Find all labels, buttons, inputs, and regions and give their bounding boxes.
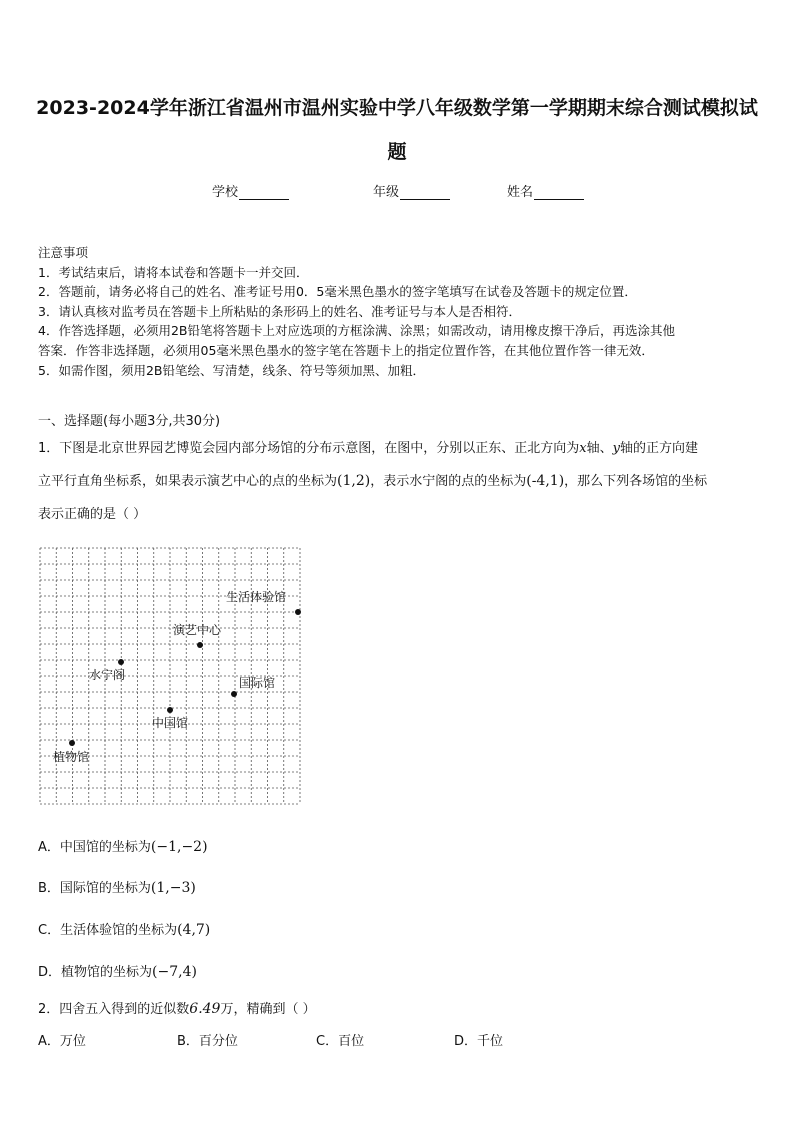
map-point-label: 生活体验馆 [226, 590, 287, 604]
question-1-stem [38, 432, 760, 531]
map-point-dot [118, 659, 124, 665]
q1-option-d[interactable]: D．植物馆的坐标为(−7,4) [38, 964, 197, 980]
map-point-label: 演艺中心 [173, 623, 222, 637]
map-point-dot [231, 691, 237, 697]
school-blank [239, 185, 289, 200]
map-point-dot [167, 707, 173, 713]
notes-block [38, 243, 758, 380]
grade-field [373, 181, 450, 200]
note-item: 答案．作答非选择题，必须用05毫米黑色墨水的签字笔在答题卡上的指定位置作答，在其他位置作答一律无效． [38, 342, 654, 358]
map-point-label: 国际馆 [239, 676, 276, 690]
title-line-2: 题 [387, 141, 407, 163]
map-point-dot [295, 609, 301, 615]
map-point-label: 中国馆 [152, 716, 189, 730]
q1-option-c[interactable]: C．生活体验馆的坐标为(4,7) [38, 922, 211, 938]
q1-line-3: 表示正确的是（ ） [38, 507, 147, 522]
page-title [30, 86, 764, 174]
venue-map-grid [38, 546, 304, 808]
school-label: 学校 [212, 185, 239, 200]
q2-option-d[interactable]: D．千位 [454, 1034, 504, 1049]
note-item: 5．如需作图，须用2B铅笔绘、写清楚，线条、符号等须加黑、加粗． [38, 362, 425, 378]
coord-performance-center: (1,2) [337, 473, 371, 489]
q1-line-1: 1．下图是北京世界园艺博览会园内部分场馆的分布示意图，在图中，分别以正东、正北方向为x轴、y轴的正方向建 [38, 441, 699, 456]
q2-option-a[interactable]: A．万位 [38, 1034, 86, 1049]
map-point-dot [197, 642, 203, 648]
name-field [507, 181, 584, 200]
q1-option-a[interactable]: A．中国馆的坐标为(−1,−2) [38, 839, 208, 855]
q2-option-c[interactable]: C．百位 [316, 1034, 365, 1049]
coord-shuining-pavilion: (-4,1) [526, 473, 565, 489]
approx-number: 6.49 [189, 1001, 221, 1017]
name-label: 姓名 [507, 185, 534, 200]
section-heading: 一、选择题(每小题3分,共30分) [38, 414, 221, 429]
notes-heading: 注意事项 [38, 245, 89, 260]
map-point-dot [69, 740, 75, 746]
question-2-stem: 2．四舍五入得到的近似数6.49万，精确到（ ） [38, 1001, 316, 1017]
grade-label: 年级 [373, 185, 400, 200]
q1-line-2: 立平行直角坐标系，如果表示演艺中心的点的坐标为(1,2)，表示水宁阁的点的坐标为(-4,1)，那么下列各场馆的坐标 [38, 473, 708, 489]
grade-blank [400, 185, 450, 200]
note-item: 1．考试结束后，请将本试卷和答题卡一并交回． [38, 264, 309, 280]
school-field [212, 181, 289, 200]
q1-option-b[interactable]: B．国际馆的坐标为(1,−3) [38, 880, 196, 896]
map-point-label: 水宁阁 [89, 668, 126, 682]
map-point-label: 植物馆 [53, 750, 90, 764]
note-item: 3．请认真核对监考员在答题卡上所粘贴的条形码上的姓名、准考证号与本人是否相符． [38, 303, 521, 319]
name-blank [534, 185, 584, 200]
note-item: 4．作答选择题，必须用2B铅笔将答题卡上对应选项的方框涂满、涂黑；如需改动，请用橡皮擦干净后，再选涂其他 [38, 323, 675, 339]
q2-option-b[interactable]: B．百分位 [177, 1034, 238, 1049]
title-line-1: 2023-2024学年浙江省温州市温州实验中学八年级数学第一学期期末综合测试模拟试 [36, 97, 758, 119]
note-item: 2．答题前，请务必将自己的姓名、准考证号用0．5毫米黑色墨水的签字笔填写在试卷及答题卡的规定位置． [38, 284, 637, 300]
